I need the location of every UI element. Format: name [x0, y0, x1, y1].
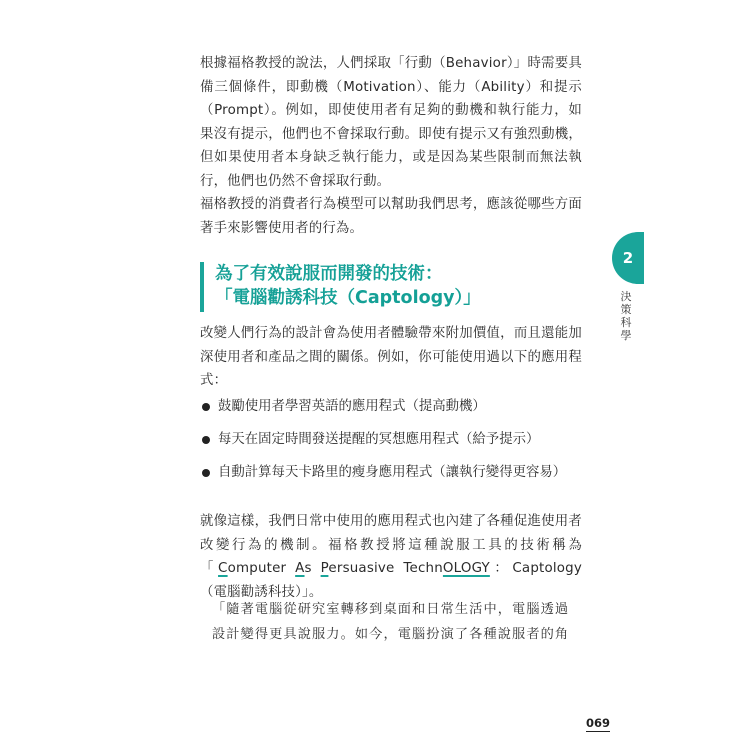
list-item [200, 429, 590, 462]
quote-text: 「隨著電腦從研究室轉移到桌面和日常生活中，電腦透過設計變得更具說服力。如今，電腦扮演了各種說服者的角 [212, 602, 570, 642]
page-number: 069 [586, 716, 611, 730]
paragraph-design-value: 改變人們行為的設計會為使用者體驗帶來附加價值，而且還能加深使用者和產品之間的關係。例如，你可能使用過以下的應用程式： [200, 326, 582, 388]
paragraph-fogg-model: 根據福格教授的說法，人們採取「行動（Behavior）」時需要具備三個條件，即動機（Motivation）、能力（Ability）和提示（Prompt）。例如，即使使用者有足夠的動機和執行能力，如果沒有提示，他們也不會採取行動。即使有提示又有強烈動機，但如果使用者本身缺乏執行能力，或是因為某些限制而無法執行，他們也仍然不會採取行動。 [200, 56, 582, 189]
bullet-icon [202, 403, 210, 411]
list-item [200, 396, 590, 429]
list-item-text: 鼓勵使用者學習英語的應用程式（提高動機） [218, 399, 486, 414]
acronym-letter: C [218, 561, 228, 576]
chapter-title: 決策科學 [620, 290, 632, 342]
list-item [200, 462, 590, 495]
acronym-letter: P [320, 561, 329, 576]
acronym-letter: A [295, 561, 305, 576]
acronym-letters: OLOGY [442, 561, 490, 576]
paragraph-captology: 就像這樣，我們日常中使用的應用程式也內建了各種促進使用者改變行為的機制。福格教授將這種說服工具的技術稱為「Computer As Persuasive TechnOLOGY：Captology（電腦勸誘科技）」。 [200, 514, 582, 600]
paragraph-consumer-behavior: 福格教授的消費者行為模型可以幫助我們思考，應該從哪些方面著手來影響使用者的行為。 [200, 197, 582, 236]
chapter-number: 2 [622, 249, 634, 267]
bullet-icon [202, 469, 210, 477]
section-heading-line-2: 「電腦勸誘科技（Captology）」 [215, 288, 481, 308]
list-item-text: 自動計算每天卡路里的瘦身應用程式（讓執行變得更容易） [218, 465, 567, 480]
bullet-icon [202, 436, 210, 444]
chapter-tab [612, 232, 644, 284]
app-examples-list [200, 396, 590, 495]
list-item-text: 每天在固定時間發送提醒的冥想應用程式（給予提示） [218, 432, 540, 447]
section-heading [200, 262, 500, 312]
section-heading-line-1: 為了有效說服而開發的技術： [215, 264, 443, 284]
